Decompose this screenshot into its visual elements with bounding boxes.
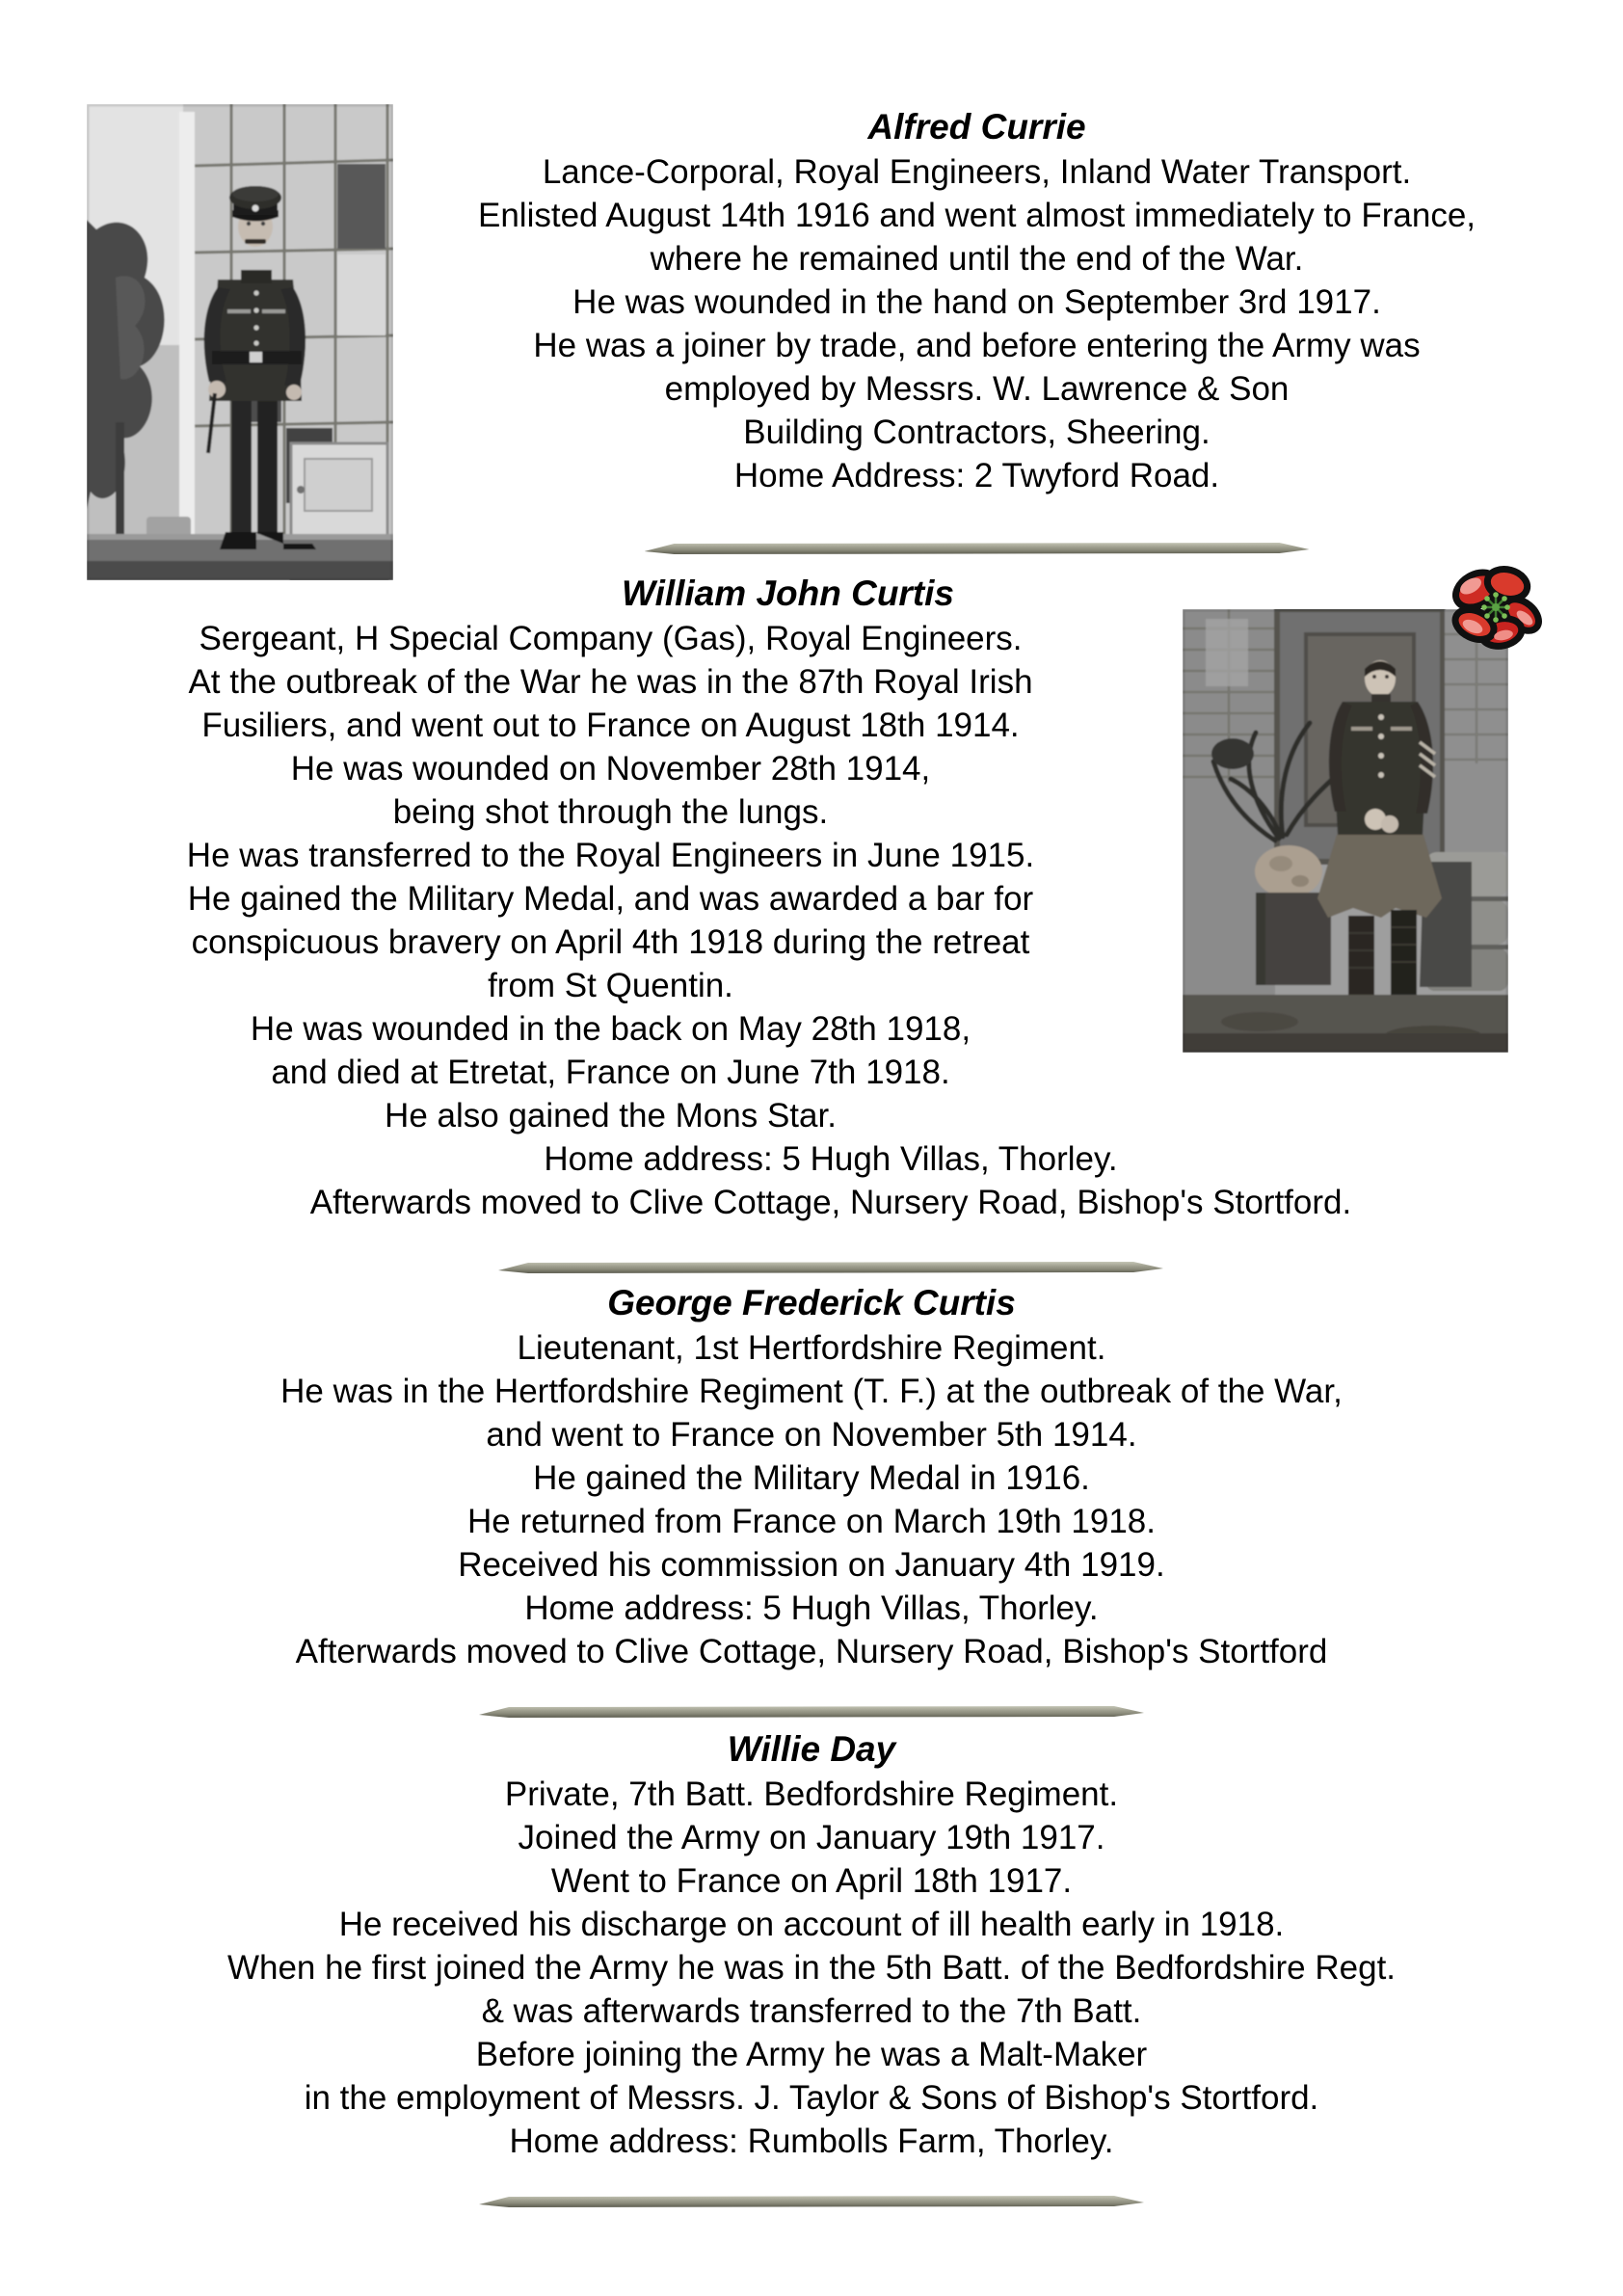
- poppy-icon: [1444, 563, 1544, 659]
- entry-line: where he remained until the end of the War.: [650, 240, 1304, 278]
- entry-line: and died at Etretat, France on June 7th 1918.: [271, 1054, 950, 1091]
- entry-line: from St Quentin.: [488, 967, 733, 1004]
- entry-line: He was transferred to the Royal Engineers in June 1915.: [186, 837, 1035, 874]
- entry-george-frederick-curtis: [0, 1280, 1623, 1721]
- entry-heading: George Frederick Curtis: [607, 1283, 1016, 1322]
- entry-line: Afterwards moved to Clive Cottage, Nursery Road, Bishop's Stortford: [295, 1633, 1328, 1670]
- entry-line: He was in the Hertfordshire Regiment (T. F.) at the outbreak of the War,: [280, 1373, 1343, 1410]
- entry-line: Lieutenant, 1st Hertfordshire Regiment.: [517, 1329, 1106, 1367]
- entry-line: Home address: Rumbolls Farm, Thorley.: [509, 2122, 1114, 2160]
- entry-line: When he first joined the Army he was in the 5th Batt. of the Bedfordshire Regt.: [226, 1949, 1397, 1987]
- divider-bar: [479, 1705, 1144, 1719]
- entry-line: and went to France on November 5th 1914.: [486, 1416, 1137, 1454]
- entry-willie-day: [0, 1726, 1623, 2210]
- entry-line: Home address: 5 Hugh Villas, Thorley.: [544, 1140, 1118, 1178]
- entry-line: He was wounded in the back on May 28th 1918,: [250, 1010, 971, 1048]
- section-divider: [0, 2195, 1623, 2210]
- alfred-currie-photo: [87, 104, 393, 580]
- entry-line: Home address: 5 Hugh Villas, Thorley.: [524, 1589, 1099, 1627]
- entry-line: Went to France on April 18th 1917.: [550, 1862, 1073, 1900]
- entry-heading: Willie Day: [727, 1729, 896, 1769]
- entry-line: Lance-Corporal, Royal Engineers, Inland Water Transport.: [542, 153, 1412, 191]
- entry-line: Afterwards moved to Clive Cottage, Nursery Road, Bishop's Stortford.: [309, 1184, 1352, 1221]
- entry-line: Joined the Army on January 19th 1917.: [518, 1819, 1105, 1856]
- entry-line: He received his discharge on account of ill health early in 1918.: [338, 1906, 1285, 1943]
- entry-heading: William John Curtis: [621, 574, 955, 613]
- divider-bar: [498, 1261, 1163, 1274]
- entry-line: Private, 7th Batt. Bedfordshire Regiment.: [504, 1775, 1119, 1813]
- entry-line: Building Contractors, Sheering.: [743, 414, 1211, 451]
- entry-line: Received his commission on January 4th 1919.: [458, 1546, 1165, 1584]
- divider-bar: [645, 542, 1310, 555]
- entry-line: Before joining the Army he was a Malt-Maker: [475, 2036, 1148, 2073]
- entry-line: Home Address: 2 Twyford Road.: [733, 457, 1220, 494]
- entry-line: Sergeant, H Special Company (Gas), Royal Engineers.: [199, 620, 1023, 657]
- entry-alfred-currie: [0, 104, 1623, 557]
- entry-line: He was a joiner by trade, and before entering the Army was: [533, 327, 1421, 364]
- standing-soldier-photo-art: [87, 104, 393, 580]
- entry-line: He gained the Military Medal, and was awarded a bar for: [187, 880, 1034, 918]
- entry-line: At the outbreak of the War he was in the 87th Royal Irish: [188, 663, 1033, 701]
- entry-line: He returned from France on March 19th 1918.: [467, 1503, 1156, 1540]
- entry-line: He was wounded in the hand on September 3rd 1917.: [572, 283, 1381, 321]
- entry-line: being shot through the lungs.: [392, 793, 829, 831]
- william-john-curtis-photo: [1183, 609, 1508, 1053]
- section-divider: [0, 1705, 1623, 1721]
- seated-sergeant-photo-art: [1183, 609, 1508, 1053]
- entry-heading: Alfred Currie: [867, 107, 1086, 147]
- entry-line: He gained the Military Medal in 1916.: [533, 1459, 1090, 1497]
- entry-line: He was wounded on November 28th 1914,: [290, 750, 931, 788]
- entry-line: & was afterwards transferred to the 7th Batt.: [481, 1992, 1142, 2030]
- entry-william-john-curtis: [0, 571, 1623, 1276]
- entry-line: in the employment of Messrs. J. Taylor & Sons of Bishop's Stortford.: [304, 2079, 1319, 2117]
- entry-line: Fusiliers, and went out to France on August 18th 1914.: [201, 707, 1020, 744]
- entry-line: employed by Messrs. W. Lawrence & Son: [664, 370, 1290, 408]
- entry-line: He also gained the Mons Star.: [385, 1097, 837, 1135]
- entry-line: Enlisted August 14th 1916 and went almost immediately to France,: [477, 197, 1477, 234]
- entry-line: conspicuous bravery on April 4th 1918 during the retreat: [191, 923, 1030, 961]
- divider-bar: [479, 2195, 1144, 2208]
- section-divider: [39, 1261, 1623, 1276]
